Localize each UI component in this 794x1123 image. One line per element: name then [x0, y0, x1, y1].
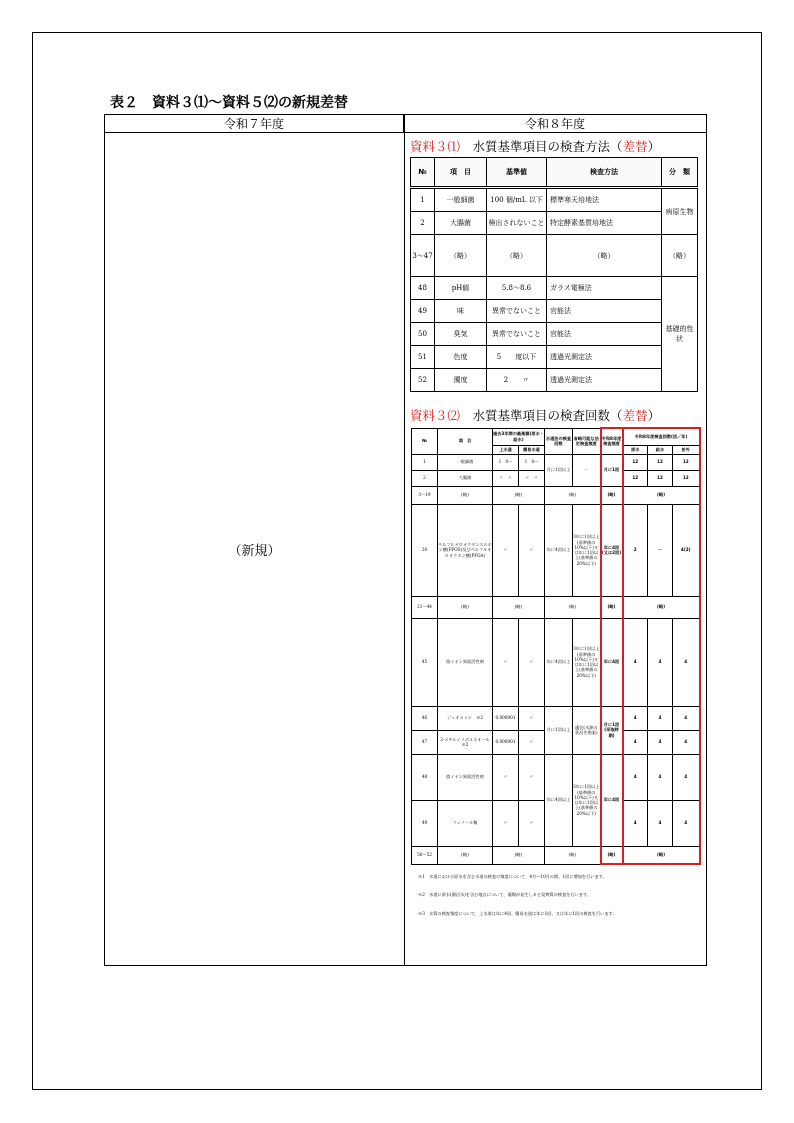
class-basic: 基礎的性状 — [662, 277, 698, 392]
left-body-text: （新規） — [228, 544, 281, 559]
replace-tag: 差替 — [622, 139, 648, 154]
table-row: 50 臭気 異常でないこと 官能法 — [411, 323, 698, 346]
header-right: 令和８年度 — [404, 115, 706, 133]
page-heading: 表２ 資料３⑴～資料５⑵の新規差替 — [110, 95, 348, 111]
table-row: 45 陰イオン界面活性剤 〃 〃 年に4回以上 3年に1回以上(基準値の10%以下)又は年に1回以上(基準値の20%以下) 年に4回 4 4 4 — [412, 618, 700, 706]
col-method: 検査方法 — [547, 158, 662, 188]
footnote: ※3 水質の検査頻度について、上水道は年に4回、簡易水道は年に1回、又は年に1回の検査を行います。 — [418, 911, 617, 916]
table-row: 49 味 異常でないこと 官能法 — [411, 300, 698, 323]
header-left: 令和７年度 — [105, 115, 404, 133]
table-row: 46 ジェオスミン ※2 0.000001 〃 月に1回以上 適宜(水源の状況を勘案) 月に1回(采取時期) 4 4 4 — [412, 706, 700, 730]
table-row: 2 大腸菌 〃 〃 〃 〃 12 12 12 — [412, 470, 700, 486]
replace-tag: 差替 — [622, 408, 648, 423]
footnote: ※2 水道に原水(湖沼水)を含む地点について、藻類が発生しカビ臭物質の検査を行います。 — [418, 892, 591, 897]
col-item: 項 目 — [435, 158, 487, 188]
table-row: 48 陰イオン界面活性剤 〃 〃 年に4回以上 3年に1回以上(基準値の10%以下)又は年に1回以上(基準値の20%以下) 年に4回 4 4 4 — [412, 754, 700, 800]
section-name: 水質基準項目の検査回数 — [472, 408, 611, 423]
test-method-table — [410, 157, 698, 392]
section-title-3-1: 資料３⑴ 水質基準項目の検査方法（差替） — [410, 139, 661, 154]
table-row: 3～19 (略) (略) (略) (略) (略) — [412, 486, 700, 504]
table-row: 51 色度 5 度以下 透過光測定法 — [411, 346, 698, 369]
table-row: 52 濁度 2 〃 透過光測定法 — [411, 369, 698, 392]
table-row: 50～52 (略) (略) (略) (略) (略) — [412, 846, 700, 864]
table-row: 1 一般細菌 100 個/mL 以下 標準寒天培地法 病原生物 — [411, 188, 698, 212]
table-row: 48 pH値 5.8～8.6 ガラス電極法 基礎的性状 — [411, 277, 698, 300]
footnote: ※1 水道における原水を含む水道の検査の頻度について、4月〜10月の間、1回に増加を行います。 — [418, 874, 607, 879]
test-frequency-table: № 項 目 過去3年間の最高値(原水・給水) 水道法の検査回数 省略可能な法定検査頻度 令和8年度検査頻度 令和8年度検査回数(回／年) 上水道 簡易水道 原水 給水 計外 1 一般細菌 1 0〜 1 0〜 月に1回以上 － 月に1回 12 12 12 2 大腸菌 〃 〃 〃 〃 12 12 12 3～19 (略) (略) (略) (略) (略) 20 ペルフルオロオクタンスルホン酸(PFOS)及びペルフルオロオクタン酸(PFOA) 〃 〃 年に4回以上 3年に1回以上(基準値の10%以下)又は年に1回以上(基準値の20%以下) 年に4回(又は2回) 2 － 4(2) 21～44 (略) (略) (略) (略) (略) 45 陰イオン界面活性剤 〃 〃 年に4回以上 3年に1回以上(基準値の10%以下)又は年に1回以上(基準値の20%以下) 年に4回 4 4 4 46 ジェオスミン ※2 0.000001 〃 月に1回以上 適宜(水源の状況を勘案) 月に1回(采取時期) 4 4 4 47 2-メチルイソボルネオール ※2 0.000001 〃 4 4 4 48 陰イオン界面活性剤 〃 〃 年に4回以上 3年に1回以上(基準値の10%以下)又は年に1回以上(基準値の20%以下) 年に4回 4 4 4 49 フェノール類 〃 〃 4 4 4 50～52 (略) (略) (略) (略) (略) — [411, 427, 701, 865]
table-row: 1 一般細菌 1 0〜 1 0〜 月に1回以上 － 月に1回 12 12 12 — [412, 454, 700, 470]
table-row: 47 2-メチルイソボルネオール ※2 0.000001 〃 4 4 4 — [412, 730, 700, 754]
col-standard: 基準値 — [487, 158, 547, 188]
table-row: 3～47 （略） （略） （略） （略） — [411, 235, 698, 277]
section-label: 資料３⑴ — [410, 139, 461, 154]
table-row: 21～44 (略) (略) (略) (略) (略) — [412, 596, 700, 618]
table-row: 2 大腸菌 検出されないこと 特定酵素基質培地法 — [411, 212, 698, 235]
section-name: 水質基準項目の検査方法 — [472, 139, 611, 154]
class-bio: 病原生物 — [662, 188, 698, 235]
column-divider — [404, 115, 405, 965]
section-title-3-2: 資料３⑵ 水質基準項目の検査回数（差替） — [410, 408, 661, 423]
table-row: 20 ペルフルオロオクタンスルホン酸(PFOS)及びペルフルオロオクタン酸(PFOA) 〃 〃 年に4回以上 3年に1回以上(基準値の10%以下)又は年に1回以上(基準値の20%以下) 年に4回(又は2回) 2 － 4(2) — [412, 504, 700, 596]
table-row: 49 フェノール類 〃 〃 4 4 4 — [412, 800, 700, 846]
section-label: 資料３⑵ — [410, 408, 461, 423]
col-no: № — [411, 158, 435, 188]
col-class: 分 類 — [662, 158, 698, 188]
